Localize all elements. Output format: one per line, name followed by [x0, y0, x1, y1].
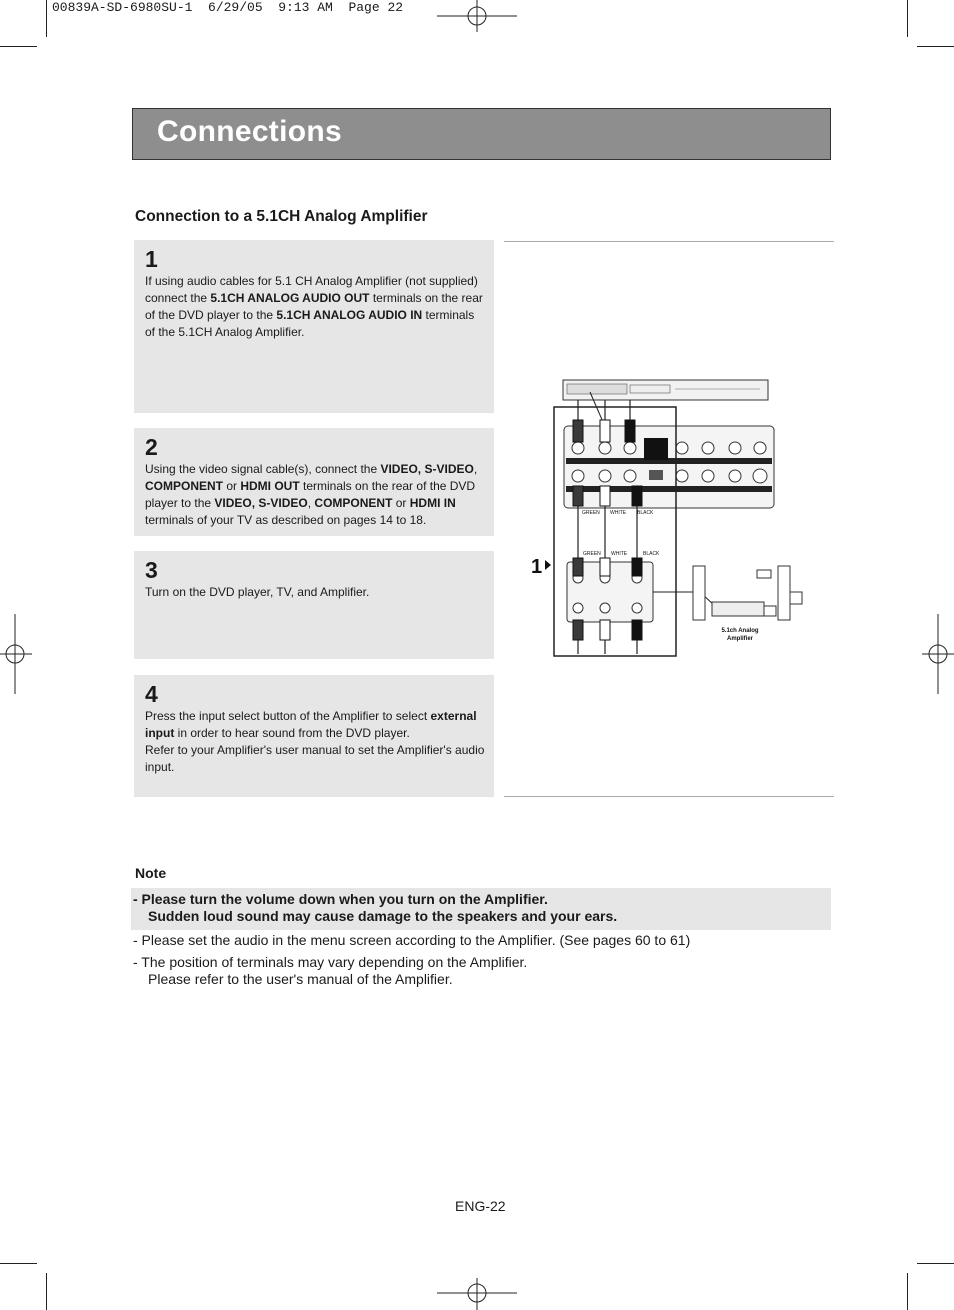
step-text-run: external input [145, 709, 477, 740]
registration-mark-top [437, 0, 517, 32]
section-title: Connection to a 5.1CH Analog Amplifier [135, 208, 428, 225]
step-number: 1 [145, 246, 158, 272]
step-text-run: If using audio cables for 5.1 CH Analog Amplifier (not supplied) connect the [145, 274, 478, 305]
step-text-run: Using the video signal cable(s), connect the [145, 462, 381, 476]
step-text-run: 5.1CH ANALOG AUDIO OUT [210, 291, 370, 305]
step-text-run: terminals of the 5.1CH Analog Amplifier. [145, 308, 475, 339]
page-title-bar [132, 108, 831, 160]
step-text-run: or [392, 496, 410, 510]
crop-mark-bottom-left-h [0, 1263, 37, 1264]
registration-mark-right [922, 614, 954, 694]
step-text [145, 584, 487, 601]
page-number: ENG-22 [455, 1198, 506, 1214]
note-item-2: - Please set the audio in the menu screen according to the Amplifier. (See pages 60 to 61) [133, 932, 691, 948]
step-text-run: VIDEO, S-VIDEO [214, 496, 308, 510]
step-text-run: terminals on the rear of the DVD player to the [145, 291, 483, 322]
step-number: 2 [145, 434, 158, 460]
cable-label-green-top: GREEN [582, 510, 600, 516]
note-item-3-line2: Please refer to the user's manual of the Amplifier. [148, 971, 453, 987]
amplifier-speakers-icon [693, 566, 802, 620]
amplifier-label-line2: Amplifier [726, 636, 754, 642]
step-text-run: 5.1CH ANALOG AUDIO IN [276, 308, 423, 322]
amplifier-label-line1: 5.1ch Analog [721, 628, 759, 634]
note-highlight [131, 888, 831, 930]
cable-label-green-bottom: GREEN [583, 551, 601, 557]
step-text-run: in order to hear sound from the DVD player. [174, 726, 410, 740]
note-highlight-line2: Sudden loud sound may cause damage to the speakers and your ears. [148, 908, 618, 924]
connection-diagram [504, 242, 834, 796]
step-text-run: , [307, 496, 315, 510]
step-text-run: COMPONENT [145, 479, 223, 493]
diagram-bottom-rule [504, 796, 834, 797]
rear-panel-icon [564, 426, 774, 508]
cable-label-black-top: BLACK [637, 510, 654, 516]
crop-mark-bottom-right-v [907, 1273, 908, 1310]
registration-mark-left [0, 614, 32, 694]
step-text-run: COMPONENT [314, 496, 393, 510]
step-box-4 [134, 675, 494, 797]
cable-label-black-bottom: BLACK [643, 551, 660, 557]
step-text-run: HDMI OUT [240, 479, 300, 493]
step-text-run: HDMI IN [409, 496, 456, 510]
crop-mark-top-left-v [46, 0, 47, 37]
dvd-player-icon [563, 380, 768, 400]
crop-mark-top-right-v [907, 0, 908, 37]
step-box-1 [134, 240, 494, 413]
step-text [145, 708, 487, 776]
crop-mark-top-right-h [917, 46, 954, 47]
step-text-run: terminals on the rear of the DVD player to the [145, 479, 476, 510]
step-box-3 [134, 551, 494, 659]
step-text-run: or [223, 479, 241, 493]
step-number: 4 [145, 681, 158, 707]
step-arrow-icon [545, 560, 551, 570]
step-box-2 [134, 428, 494, 536]
registration-mark-bottom [437, 1278, 517, 1310]
note-title: Note [135, 865, 167, 881]
cable-label-white-bottom: WHITE [611, 551, 628, 557]
crop-mark-top-left-h [0, 46, 37, 47]
crop-mark-bottom-right-h [917, 1263, 954, 1264]
step-text-run: Press the input select button of the Amplifier to select [145, 709, 431, 723]
step-number: 3 [145, 557, 158, 583]
diagram-step-marker: 1 [531, 556, 543, 578]
step-text-run: , [473, 462, 478, 476]
step-text-run: terminals of your TV as described on pages 14 to 18. [145, 513, 427, 527]
note-highlight-line1: - Please turn the volume down when you turn on the Amplifier. [133, 891, 548, 907]
cable-label-white-top: WHITE [610, 510, 627, 516]
step-text [145, 273, 487, 341]
step-text-run: VIDEO, S-VIDEO [380, 462, 474, 476]
print-header: 00839A-SD-6980SU-1 6/29/05 9:13 AM Page 22 [52, 0, 404, 15]
note-item-3-line1: - The position of terminals may vary depending on the Amplifier. [133, 954, 528, 970]
page-title: Connections [157, 115, 342, 148]
step-text [145, 461, 487, 529]
step-text-run: Refer to your Amplifier's user manual to set the Amplifier's audio input. [145, 743, 485, 774]
step-text-run: Turn on the DVD player, TV, and Amplifier. [145, 585, 370, 599]
crop-mark-bottom-left-v [46, 1273, 47, 1310]
